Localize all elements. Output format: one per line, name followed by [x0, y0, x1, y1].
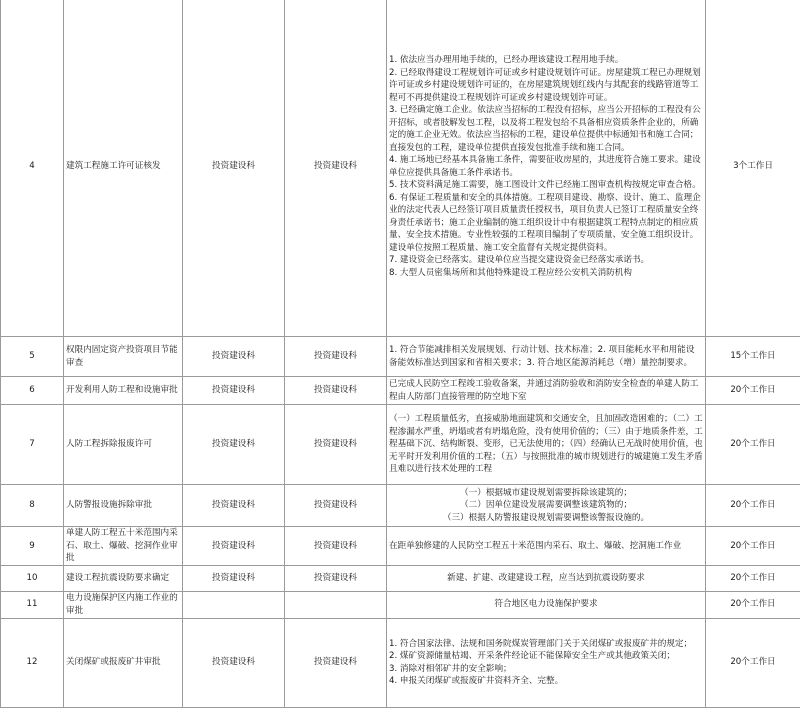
condition-line: 4. 施工场地已经基本具备施工条件，需要征收房屋的，其进度符合施工要求。建设单位应提供具备施工条件承诺书。 [389, 154, 703, 179]
handling-dept: 投资建设科 [285, 527, 387, 566]
condition-line: 4. 申报关闭煤矿或报废矿井资料齐全、完整。 [389, 675, 703, 688]
condition-line: 1. 符合国家法律、法规和国务院煤炭管理部门关于关闭煤矿或报废矿井的规定； [389, 638, 703, 651]
time-limit: 20个工作日 [706, 485, 800, 527]
time-limit: 3个工作日 [706, 0, 800, 337]
implementing-org: 投资建设科 [183, 618, 285, 707]
implementing-org: 投资建设科 [183, 527, 285, 566]
time-limit: 20个工作日 [706, 565, 800, 591]
condition-line: 6. 有保证工程质量和安全的具体措施。工程项目建设、勘察、设计、施工、监理企业的法定代表人已经签订项目质量责任授权书，项目负责人已签订工程质量安全终身责任承诺书；施工企业编制的施工组织设计中有根据建筑工程特点制定的相应质量、安全技术措施。专业性较强的工程项目编制了专项质量、安全施工组织设计。建设单位按照工程质量、施工安全监督有关规定提供资料。 [389, 192, 703, 255]
approval-conditions [387, 527, 706, 566]
handling-dept: 投资建设科 [285, 405, 387, 485]
condition-line: （一）工程质量低劣，直接威胁地面建筑和交通安全，且加固改造困难的；（二）工程渗漏水严重，坍塌或者有坍塌危险，没有使用价值的；（三）由于地质条件差，工程基础下沉、结构断裂、变形，已无法使用的；（四）经确认已无战时使用价值，也无平时开发利用价值的工程；（五）与按照批准的城市规划进行的城建施工发生矛盾且难以进行技术处理的工程 [389, 413, 703, 476]
implementing-org: 投资建设科 [183, 565, 285, 591]
table-row [1, 591, 800, 618]
approval-conditions [387, 618, 706, 707]
handling-dept: 投资建设科 [285, 337, 387, 377]
condition-line: 1. 符合节能减排相关发展规划、行动计划、技术标准；2. 项目能耗水平和用能设备能效标准达到国家和省相关要求；3. 符合地区能源消耗总（增）量控制要求。 [389, 344, 703, 369]
table-row [1, 0, 800, 337]
row-number: 5 [1, 337, 64, 377]
row-number: 8 [1, 485, 64, 527]
item-name: 关闭煤矿或报废矿井审批 [64, 618, 183, 707]
row-number: 7 [1, 405, 64, 485]
approval-conditions [387, 405, 706, 485]
condition-line: 8. 大型人员密集场所和其他特殊建设工程应经公安机关消防机构 [389, 267, 703, 280]
handling-dept: 投资建设科 [285, 377, 387, 405]
condition-line: 符合地区电力设施保护要求 [389, 598, 703, 611]
implementing-org: 投资建设科 [183, 0, 285, 337]
item-name: 建设工程抗震设防要求确定 [64, 565, 183, 591]
approval-conditions [387, 377, 706, 405]
table-row [1, 337, 800, 377]
condition-line: 5. 技术资料满足施工需要，施工图设计文件已经施工图审查机构按规定审查合格。 [389, 179, 703, 192]
table-row [1, 485, 800, 527]
item-name: 电力设施保护区内施工作业的审批 [64, 591, 183, 618]
time-limit: 15个工作日 [706, 337, 800, 377]
implementing-org: 投资建设科 [183, 405, 285, 485]
approval-conditions [387, 565, 706, 591]
table-row [1, 527, 800, 566]
row-number: 9 [1, 527, 64, 566]
table-row [1, 618, 800, 707]
approval-conditions [387, 591, 706, 618]
condition-line: （三）根据人防警报建设规划需要调整该警报设施的。 [389, 512, 703, 525]
row-number: 12 [1, 618, 64, 707]
handling-dept [285, 591, 387, 618]
item-name: 权限内固定资产投资项目节能审查 [64, 337, 183, 377]
condition-line: 1. 依法应当办理用地手续的，已经办理该建设工程用地手续。 [389, 54, 703, 67]
row-number: 4 [1, 0, 64, 337]
time-limit: 20个工作日 [706, 618, 800, 707]
condition-line: （一）根据城市建设规划需要拆除该建筑的； [389, 487, 703, 500]
implementing-org: 投资建设科 [183, 337, 285, 377]
approval-conditions [387, 337, 706, 377]
handling-dept: 投资建设科 [285, 485, 387, 527]
row-number: 11 [1, 591, 64, 618]
table-row [1, 405, 800, 485]
condition-line: 在距单独修建的人民防空工程五十米范围内采石、取土、爆破、挖洞施工作业 [389, 540, 703, 553]
item-name: 人防警报设施拆除审批 [64, 485, 183, 527]
condition-line: 新建、扩建、改建建设工程，应当达到抗震设防要求 [389, 572, 703, 585]
condition-line: 7. 建设资金已经落实。建设单位应当提交建设资金已经落实承诺书。 [389, 254, 703, 267]
table-row [1, 377, 800, 405]
implementing-org: 投资建设科 [183, 377, 285, 405]
condition-line: 3. 已经确定施工企业。依法应当招标的工程没有招标，应当公开招标的工程没有公开招标，或者肢解发包工程，以及将工程发包给不具备相应资质条件企业的，所确定的施工企业无效。依法应当招标的工程，建设单位提供中标通知书和施工合同；直接发包的工程，建设单位提供直接发包批准手续和施工合同。 [389, 104, 703, 154]
approval-conditions [387, 0, 706, 337]
time-limit: 20个工作日 [706, 405, 800, 485]
handling-dept: 投资建设科 [285, 618, 387, 707]
implementing-org: 投资建设科 [183, 485, 285, 527]
condition-line: 已完成人民防空工程竣工验收备案，并通过消防验收和消防安全检查的单建人防工程由人防部门直接管理的防空地下室 [389, 378, 703, 403]
time-limit: 20个工作日 [706, 377, 800, 405]
condition-line: 2. 已经取得建设工程规划许可证或乡村建设规划许可证。房屋建筑工程已办理规划许可证或乡村建设规划许可证的，在房屋建筑规划红线内与其配套的线路管道等工程可不再提供建设工程规划许可证或乡村建设规划许可证。 [389, 67, 703, 105]
approval-conditions [387, 485, 706, 527]
item-name: 人防工程拆除报废许可 [64, 405, 183, 485]
handling-dept: 投资建设科 [285, 0, 387, 337]
time-limit: 20个工作日 [706, 591, 800, 618]
condition-line: （二）因单位建设发展需要调整该建筑物的； [389, 499, 703, 512]
item-name: 开发利用人防工程和设施审批 [64, 377, 183, 405]
item-name: 单建人防工程五十米范围内采石、取土、爆破、挖洞作业审批 [64, 527, 183, 566]
item-name: 建筑工程施工许可证核发 [64, 0, 183, 337]
handling-dept: 投资建设科 [285, 565, 387, 591]
row-number: 6 [1, 377, 64, 405]
implementing-org [183, 591, 285, 618]
condition-line: 2. 煤矿资源储量枯竭、开采条件经论证不能保障安全生产或其他政策关闭； [389, 650, 703, 663]
condition-line: 3. 消除对相邻矿井的安全影响； [389, 663, 703, 676]
table-row [1, 565, 800, 591]
time-limit: 20个工作日 [706, 527, 800, 566]
row-number: 10 [1, 565, 64, 591]
